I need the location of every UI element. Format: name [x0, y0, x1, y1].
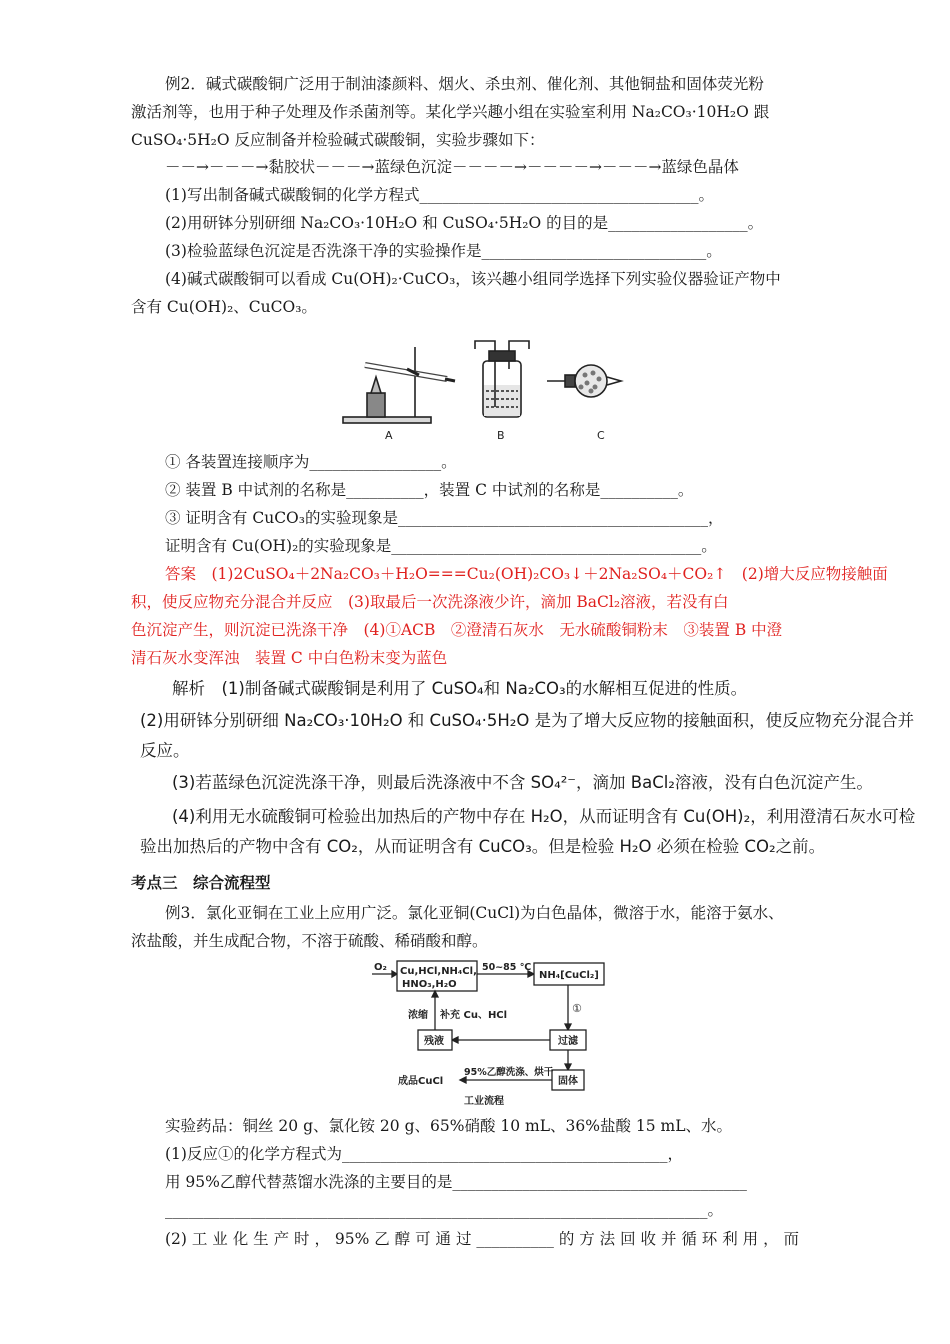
ex2-sub-1: ① 各装置连接顺序为_________________。 — [165, 453, 457, 471]
ex2-line-1: 例2．碱式碳酸铜广泛用于制油漆颜料、烟火、杀虫剂、催化剂、其他铜盐和固体荧光粉 — [165, 75, 764, 93]
analysis-line-2: (2)用研钵分别研细 Na₂CO₃·10H₂O 和 CuSO₄·5H₂O 是为了增大反应物的接触面积，使反应物充分混合并 — [140, 711, 915, 730]
analysis-line-5: (4)利用无水硫酸铜可检验出加热后的产物中存在 H₂O，从而证明含有 Cu(OH)₂，利用澄清石灰水可检 — [172, 807, 916, 826]
ex2-question-2: (2)用研钵分别研细 Na₂CO₃·10H₂O 和 CuSO₄·5H₂O 的目的是__________________。 — [165, 214, 764, 232]
industrial-flow-chart — [368, 958, 608, 1108]
flow-complex: NH₄[CuCl₂] — [539, 970, 599, 981]
ex2-question-4b: 含有 Cu(OH)₂、CuCO₃。 — [131, 298, 317, 316]
analysis-line-6: 验出加热后的产物中含有 CO₂，从而证明含有 CuCO₃。但是检验 H₂O 必须在检验 CO₂之前。 — [140, 837, 826, 856]
ex2-sub-3: ③ 证明含有 CuCO₃的实验现象是________________________________________， — [165, 509, 724, 527]
flow-reactants-1: Cu,HCl,NH₄Cl, — [400, 966, 477, 977]
ex2-question-4a: (4)碱式碳酸铜可以看成 Cu(OH)₂·CuCO₃，该兴趣小组同学选择下列实验仪器验证产物中 — [165, 270, 781, 288]
flow-supplement: 补充 Cu、HCl — [440, 1010, 508, 1021]
ex2-question-1: (1)写出制备碱式碳酸铜的化学方程式____________________________________。 — [165, 186, 714, 204]
flow-reactants-2: HNO₃,H₂O — [402, 979, 457, 990]
apparatus-b — [475, 341, 529, 442]
ex3-question-1c: ______________________________________________________________________。 — [165, 1201, 724, 1219]
answer-line-4: 清石灰水变浑浊 装置 C 中白色粉末变为蓝色 — [131, 649, 448, 667]
flow-o2: O₂ — [374, 962, 387, 973]
flow-wash: 95%乙醇洗涤、烘干 — [464, 1067, 554, 1078]
flow-product: 成品CuCl — [398, 1076, 444, 1087]
ex2-sub-4: 证明含有 Cu(OH)₂的实验现象是________________________________________。 — [165, 537, 717, 555]
flow-concentrate: 浓缩 — [408, 1010, 428, 1021]
apparatus-a-label: A — [385, 429, 393, 442]
ex3-question-2: (2) 工 业 化 生 产 时 ， 95% 乙 醇 可 通 过 __________ 的 方 法 回 收 并 循 环 利 用 ， 而 — [165, 1230, 800, 1248]
answer-line-1: 答案 (1)2CuSO₄＋2Na₂CO₃＋H₂O===Cu₂(OH)₂CO₃↓＋2Na₂SO₄＋CO₂↑ (2)增大反应物接触面 — [165, 565, 888, 583]
apparatus-a — [343, 347, 455, 442]
apparatus-b-label: B — [497, 429, 505, 442]
ex2-line-2: 激活剂等，也用于种子处理及作杀菌剂等。某化学兴趣小组在实验室利用 Na₂CO₃·10H₂O 跟 — [131, 103, 770, 121]
flow-filter: 过滤 — [558, 1036, 578, 1047]
apparatus-c — [547, 365, 621, 442]
apparatus-c-label: C — [597, 429, 605, 442]
flow-residue: 残液 — [424, 1036, 444, 1047]
ex3-line-1: 例3．氯化亚铜在工业上应用广泛。氯化亚铜(CuCl)为白色晶体，微溶于水，能溶于氨水、 — [165, 904, 784, 922]
answer-line-3: 色沉淀产生，则沉淀已洗涤干净 (4)①ACB ②澄清石灰水 无水硫酸铜粉末 ③装置 B 中澄 — [131, 621, 783, 639]
section-heading: 考点三 综合流程型 — [131, 873, 271, 892]
flow-solid: 固体 — [558, 1076, 578, 1087]
ex2-steps: －－→－－－→黏胶状－－－→蓝绿色沉淀－－－－→－－－－→－－－→蓝绿色晶体 — [165, 158, 739, 176]
ex3-drugs: 实验药品：铜丝 20 g、氯化铵 20 g、65%硝酸 10 mL、36%盐酸 15 mL、水。 — [165, 1117, 733, 1135]
apparatus-figure — [335, 335, 625, 445]
analysis-line-3: 反应。 — [140, 741, 190, 760]
ex3-line-2: 浓盐酸，并生成配合物，不溶于硫酸、稀硝酸和醇。 — [131, 932, 488, 950]
answer-line-2: 积，使反应物充分混合并反应 (3)取最后一次洗涤液少许，滴加 BaCl₂溶液，若没有白 — [131, 593, 729, 611]
ex2-sub-2: ② 装置 B 中试剂的名称是__________，装置 C 中试剂的名称是__________。 — [165, 481, 694, 499]
ex2-question-3: (3)检验蓝绿色沉淀是否洗涤干净的实验操作是_____________________________。 — [165, 242, 722, 260]
analysis-line-4: (3)若蓝绿色沉淀洗涤干净，则最后洗涤液中不含 SO₄²⁻，滴加 BaCl₂溶液，没有白色沉淀产生。 — [172, 773, 873, 792]
flow-caption: 工业流程 — [464, 1096, 504, 1107]
flow-step-1: ① — [572, 1002, 582, 1015]
ex2-line-3: CuSO₄·5H₂O 反应制备并检验碱式碳酸铜，实验步骤如下： — [131, 131, 545, 149]
flow-temp: 50~85 ℃ — [482, 962, 532, 973]
ex3-question-1a: (1)反应①的化学方程式为__________________________________________， — [165, 1145, 683, 1163]
ex3-question-1b: 用 95%乙醇代替蒸馏水洗涤的主要目的是______________________________________ — [165, 1173, 747, 1191]
analysis-line-1: 解析 (1)制备碱式碳酸铜是利用了 CuSO₄和 Na₂CO₃的水解相互促进的性质。 — [172, 679, 748, 698]
